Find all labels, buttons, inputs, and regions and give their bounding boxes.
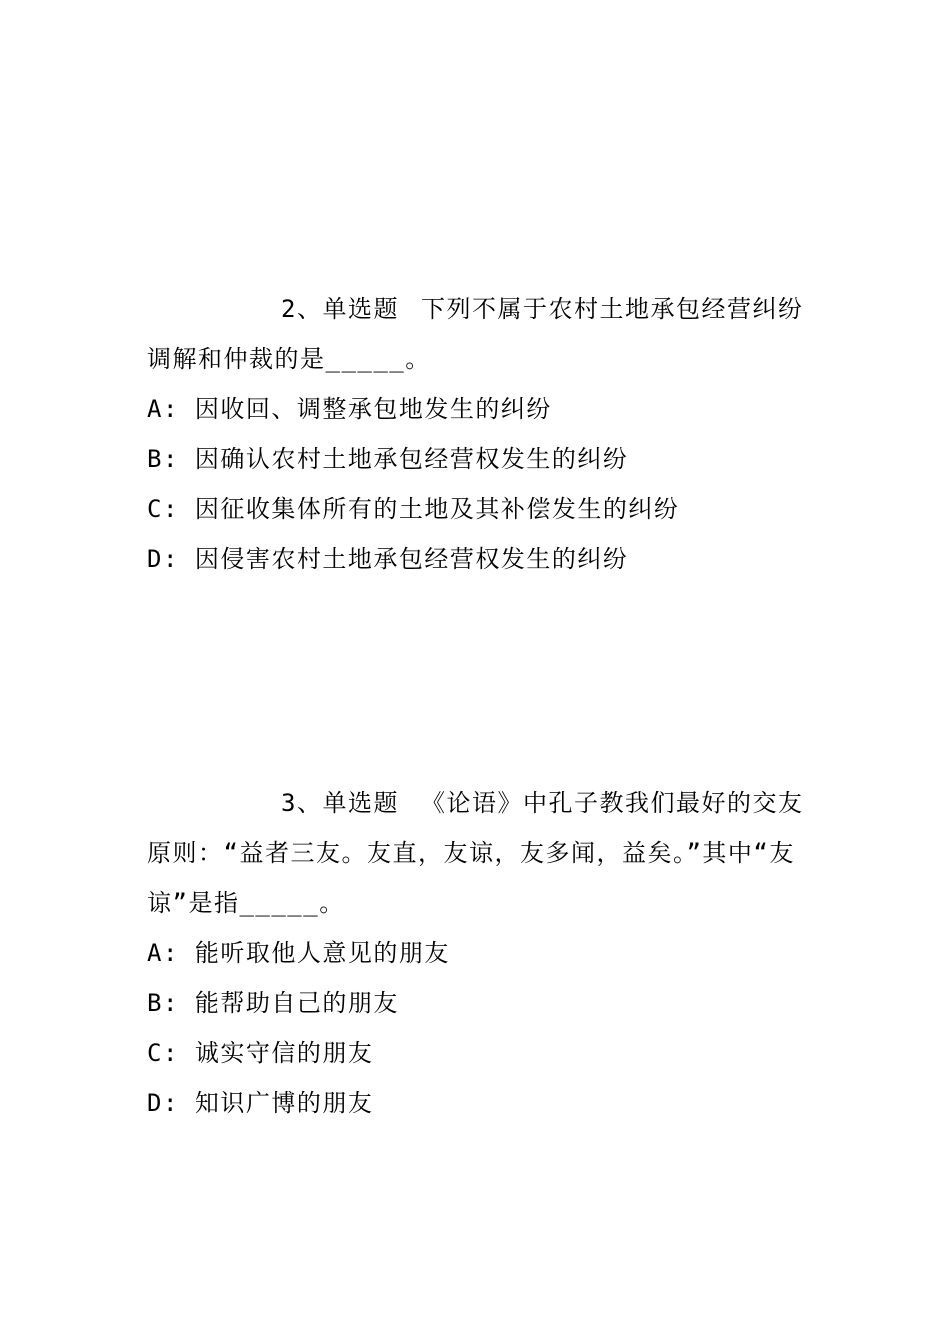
option-c[interactable] — [147, 1028, 807, 1078]
option-text: 知识广博的朋友 — [194, 1089, 374, 1117]
option-letter: B: — [147, 989, 179, 1017]
option-b[interactable] — [147, 978, 807, 1028]
option-letter: D: — [147, 545, 179, 573]
question-stem — [147, 778, 807, 928]
option-letter: B: — [147, 445, 179, 473]
question-type: 单选题 — [322, 295, 399, 323]
option-text: 因收回、调整承包地发生的纠纷 — [194, 395, 552, 423]
option-d[interactable] — [147, 1078, 807, 1128]
option-text: 诚实守信的朋友 — [194, 1039, 374, 1067]
option-letter: A: — [147, 395, 179, 423]
option-a[interactable] — [147, 384, 807, 434]
option-text: 因确认农村土地承包经营权发生的纠纷 — [194, 445, 629, 473]
option-letter: C: — [147, 1039, 179, 1067]
question-number: 3、 — [281, 789, 323, 817]
question-type: 单选题 — [322, 789, 399, 817]
option-d[interactable] — [147, 534, 807, 584]
option-b[interactable] — [147, 434, 807, 484]
option-letter: D: — [147, 1089, 179, 1117]
question-3 — [147, 778, 807, 1128]
question-text: 下列不属于农村土地承包经营纠纷调解和仲裁的是_____。 — [147, 295, 804, 373]
option-letter: A: — [147, 939, 179, 967]
question-stem — [147, 284, 807, 384]
option-letter: C: — [147, 495, 179, 523]
option-text: 因征收集体所有的土地及其补偿发生的纠纷 — [194, 495, 680, 523]
option-a[interactable] — [147, 928, 807, 978]
option-c[interactable] — [147, 484, 807, 534]
option-text: 能听取他人意见的朋友 — [194, 939, 450, 967]
question-number: 2、 — [281, 295, 323, 323]
question-2 — [147, 284, 807, 584]
option-text: 因侵害农村土地承包经营权发生的纠纷 — [194, 545, 629, 573]
question-text: 《论语》中孔子教我们最好的交友原则：“益者三友。友直，友谅，友多闻，益矣。”其中“友谅”是指_____。 — [147, 789, 804, 917]
option-text: 能帮助自己的朋友 — [194, 989, 399, 1017]
